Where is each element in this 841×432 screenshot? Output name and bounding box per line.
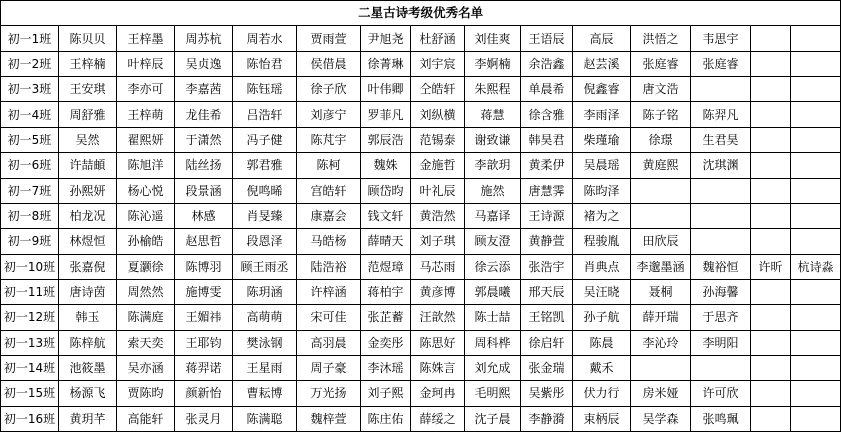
student-name-cell: 蒋慧: [465, 102, 521, 127]
student-name-cell: 李亦可: [117, 77, 175, 102]
student-name-cell: 范锡泰: [411, 127, 465, 152]
student-name-cell: 陈柯: [297, 153, 361, 178]
class-label: 初一2班: [1, 51, 59, 76]
table-row: [1, 178, 841, 203]
student-name-cell: [791, 26, 841, 51]
table-row: [1, 26, 841, 51]
student-name-cell: 陈钰瑶: [233, 77, 297, 102]
student-name-cell: 刘子琪: [411, 229, 465, 254]
student-name-cell: [751, 178, 791, 203]
student-name-cell: 王梓墨: [117, 26, 175, 51]
table-row: [1, 229, 841, 254]
student-name-cell: 陈怡君: [233, 51, 297, 76]
table-row: [1, 355, 841, 380]
student-name-cell: 刘允成: [465, 355, 521, 380]
student-name-cell: 王星雨: [233, 355, 297, 380]
class-label: 初一9班: [1, 229, 59, 254]
student-name-cell: 林感: [175, 203, 233, 228]
student-name-cell: 许喆頔: [59, 153, 117, 178]
class-label: 初一1班: [1, 26, 59, 51]
class-label: 初一12班: [1, 305, 59, 330]
student-name-cell: [791, 305, 841, 330]
student-name-cell: 束柄辰: [573, 406, 631, 431]
student-name-cell: [791, 381, 841, 406]
class-label: 初一5班: [1, 127, 59, 152]
student-name-cell: 许梓涵: [297, 279, 361, 304]
student-name-cell: 陈姝言: [411, 355, 465, 380]
class-label: 初一16班: [1, 406, 59, 431]
student-name-cell: 张浩宇: [521, 254, 573, 279]
student-name-cell: 陈芃宇: [297, 127, 361, 152]
student-name-cell: 肖典点: [573, 254, 631, 279]
student-name-cell: 黄柔伊: [521, 153, 573, 178]
student-name-cell: 陈博羽: [175, 254, 233, 279]
student-name-cell: 吴紫彤: [521, 381, 573, 406]
student-name-cell: 陈子铭: [631, 102, 691, 127]
student-name-cell: 柴瑾瑜: [573, 127, 631, 152]
table-row: [1, 51, 841, 76]
table-row: [1, 153, 841, 178]
student-name-cell: 吴然: [59, 127, 117, 152]
student-name-cell: 周苏杭: [175, 26, 233, 51]
student-name-cell: 唐诗茵: [59, 279, 117, 304]
student-name-cell: 顾友澄: [465, 229, 521, 254]
student-name-cell: 吴学森: [631, 406, 691, 431]
student-name-cell: 段景涵: [175, 178, 233, 203]
student-name-cell: 陈昀泽: [573, 178, 631, 203]
student-name-cell: [791, 153, 841, 178]
student-name-cell: 钱文轩: [361, 203, 411, 228]
student-name-cell: [791, 330, 841, 355]
student-name-cell: 张庭睿: [691, 51, 751, 76]
student-name-cell: [791, 51, 841, 76]
student-name-cell: [751, 77, 791, 102]
student-name-cell: [791, 355, 841, 380]
student-name-cell: 夏灏徐: [117, 254, 175, 279]
student-name-cell: 周然然: [117, 279, 175, 304]
student-name-cell: 王安琪: [59, 77, 117, 102]
student-name-cell: 陈贝贝: [59, 26, 117, 51]
student-name-cell: 马皓杨: [297, 229, 361, 254]
student-name-cell: 汪歆然: [411, 305, 465, 330]
student-name-cell: [691, 178, 751, 203]
student-name-cell: 徐启轩: [521, 330, 573, 355]
student-name-cell: 周若水: [233, 26, 297, 51]
student-name-cell: [751, 305, 791, 330]
student-name-cell: 张灵月: [175, 406, 233, 431]
student-name-cell: 徐璟: [631, 127, 691, 152]
class-label: 初一8班: [1, 203, 59, 228]
student-name-cell: 陈满庭: [117, 305, 175, 330]
student-name-cell: [791, 178, 841, 203]
class-label: 初一4班: [1, 102, 59, 127]
student-name-cell: 康嘉会: [297, 203, 361, 228]
student-name-cell: 倪鸣晞: [233, 178, 297, 203]
student-name-cell: 李婀楠: [465, 51, 521, 76]
student-name-cell: 金珂冉: [411, 381, 465, 406]
student-name-cell: 褚为之: [573, 203, 631, 228]
class-label: 初一7班: [1, 178, 59, 203]
student-name-cell: 柏龙况: [59, 203, 117, 228]
student-name-cell: [791, 77, 841, 102]
student-name-cell: 刘彦宁: [297, 102, 361, 127]
student-name-cell: [691, 77, 751, 102]
student-name-cell: 吕浩轩: [233, 102, 297, 127]
student-name-cell: [751, 381, 791, 406]
class-label: 初一13班: [1, 330, 59, 355]
student-name-cell: 贾雨萱: [297, 26, 361, 51]
student-name-cell: 索天奕: [117, 330, 175, 355]
student-name-cell: 毛明熙: [465, 381, 521, 406]
table-row: [1, 381, 841, 406]
student-name-cell: 唐文浩: [631, 77, 691, 102]
student-name-cell: 李歆玥: [465, 153, 521, 178]
student-name-cell: [751, 406, 791, 431]
student-name-cell: 魏梓萱: [297, 406, 361, 431]
student-name-cell: 李沐瑶: [361, 355, 411, 380]
student-name-cell: 陈旭洋: [117, 153, 175, 178]
student-name-cell: 万光扬: [297, 381, 361, 406]
student-name-cell: 戴禾: [573, 355, 631, 380]
student-name-cell: 肖旻臻: [233, 203, 297, 228]
student-name-cell: 孙子航: [573, 305, 631, 330]
student-name-cell: 郭辰浩: [361, 127, 411, 152]
class-label: 初一10班: [1, 254, 59, 279]
student-name-cell: 高萌萌: [233, 305, 297, 330]
student-name-cell: 陈沁遥: [117, 203, 175, 228]
student-name-cell: 孙海馨: [691, 279, 751, 304]
student-name-cell: 冯子健: [233, 127, 297, 152]
student-name-cell: 徐含雅: [521, 102, 573, 127]
student-name-cell: 宫皓轩: [297, 178, 361, 203]
student-name-cell: [751, 26, 791, 51]
student-name-cell: 林煜恒: [59, 229, 117, 254]
student-name-cell: 王诗源: [521, 203, 573, 228]
student-name-cell: 李雨泽: [573, 102, 631, 127]
student-name-cell: 王铭凯: [521, 305, 573, 330]
student-name-cell: 许可欣: [691, 381, 751, 406]
student-name-cell: 田欣辰: [631, 229, 691, 254]
student-name-cell: [751, 355, 791, 380]
student-name-cell: [751, 279, 791, 304]
student-name-cell: 程骏胤: [573, 229, 631, 254]
student-name-cell: [791, 406, 841, 431]
student-name-cell: 徐子欣: [297, 77, 361, 102]
student-name-cell: 吴晨瑶: [573, 153, 631, 178]
student-name-cell: 许昕: [751, 254, 791, 279]
student-name-cell: 高辰: [573, 26, 631, 51]
student-name-cell: [791, 279, 841, 304]
student-name-cell: 蒋羿诺: [175, 355, 233, 380]
student-name-cell: 刘子熙: [361, 381, 411, 406]
student-name-cell: 尹旭尧: [361, 26, 411, 51]
table-row: [1, 127, 841, 152]
student-name-cell: 张嘉倪: [59, 254, 117, 279]
class-label: 初一3班: [1, 77, 59, 102]
student-name-cell: 陈梓航: [59, 330, 117, 355]
student-name-cell: 韩玉: [59, 305, 117, 330]
student-name-cell: 金施哲: [411, 153, 465, 178]
student-name-cell: 陈满聪: [233, 406, 297, 431]
student-name-cell: [631, 178, 691, 203]
student-name-cell: 聂桐: [631, 279, 691, 304]
student-name-cell: 王媚祎: [175, 305, 233, 330]
student-name-cell: 李嘉茜: [175, 77, 233, 102]
student-name-cell: 高羽晨: [297, 330, 361, 355]
student-name-cell: 周子豪: [297, 355, 361, 380]
student-name-cell: 杨心悦: [117, 178, 175, 203]
student-name-cell: [691, 229, 751, 254]
student-name-cell: 王耶钧: [175, 330, 233, 355]
student-name-cell: 陈玥涵: [233, 279, 297, 304]
table-row: [1, 305, 841, 330]
student-name-cell: 韩昊君: [521, 127, 573, 152]
student-name-cell: 马芯雨: [411, 254, 465, 279]
student-name-cell: 倪鑫睿: [573, 77, 631, 102]
student-name-cell: 叶梓辰: [117, 51, 175, 76]
student-name-cell: [791, 102, 841, 127]
student-name-cell: 王梓萌: [117, 102, 175, 127]
table-row: [1, 406, 841, 431]
table-row: [1, 330, 841, 355]
student-name-cell: 周舒雅: [59, 102, 117, 127]
student-name-cell: 魏裕恒: [691, 254, 751, 279]
student-name-cell: 于思齐: [691, 305, 751, 330]
student-name-cell: 刘佳爽: [465, 26, 521, 51]
student-name-cell: 施博雯: [175, 279, 233, 304]
student-name-cell: 叶礼辰: [411, 178, 465, 203]
student-name-cell: 叶伟卿: [361, 77, 411, 102]
student-name-cell: 杜舒涵: [411, 26, 465, 51]
student-name-cell: [791, 229, 841, 254]
student-name-cell: [751, 51, 791, 76]
student-name-cell: 侯借晨: [297, 51, 361, 76]
student-name-cell: 王梓楠: [59, 51, 117, 76]
table-row: [1, 102, 841, 127]
student-name-cell: [751, 102, 791, 127]
student-name-cell: 赵芸溪: [573, 51, 631, 76]
student-name-cell: 颜新怡: [175, 381, 233, 406]
student-name-cell: 李静漪: [521, 406, 573, 431]
student-name-cell: 张金瑞: [521, 355, 573, 380]
student-name-cell: 朱熙程: [465, 77, 521, 102]
student-name-cell: 周科桦: [465, 330, 521, 355]
student-name-cell: 陆浩裕: [297, 254, 361, 279]
student-name-cell: 徐云添: [465, 254, 521, 279]
student-name-cell: 张芷蓄: [361, 305, 411, 330]
student-name-cell: 仝皓轩: [411, 77, 465, 102]
student-name-cell: 邢天辰: [521, 279, 573, 304]
student-name-cell: 黄庭熙: [631, 153, 691, 178]
student-name-cell: 伏力行: [573, 381, 631, 406]
student-name-cell: 魏姝: [361, 153, 411, 178]
student-name-cell: 余浩鑫: [521, 51, 573, 76]
student-name-cell: [631, 355, 691, 380]
table-row: [1, 254, 841, 279]
student-name-cell: 蒋柏宇: [361, 279, 411, 304]
student-name-cell: 薛绥之: [411, 406, 465, 431]
student-name-cell: 孙榆皓: [117, 229, 175, 254]
student-name-cell: 杭诗淼: [791, 254, 841, 279]
student-name-cell: 范煜璋: [361, 254, 411, 279]
student-name-cell: [751, 330, 791, 355]
student-name-cell: 李明阳: [691, 330, 751, 355]
student-name-cell: 龙佳希: [175, 102, 233, 127]
student-name-cell: 黄彦博: [411, 279, 465, 304]
student-name-cell: 陈士喆: [465, 305, 521, 330]
student-name-cell: 吴亦涵: [117, 355, 175, 380]
student-name-cell: 王语辰: [521, 26, 573, 51]
student-name-cell: 徐菁琳: [361, 51, 411, 76]
table-row: [1, 203, 841, 228]
student-name-cell: 陆丝扬: [175, 153, 233, 178]
student-name-cell: 刘纵横: [411, 102, 465, 127]
student-name-cell: 单晨希: [521, 77, 573, 102]
student-name-cell: 陈庄佑: [361, 406, 411, 431]
student-name-cell: [751, 153, 791, 178]
student-name-cell: [751, 229, 791, 254]
student-name-cell: 杨源飞: [59, 381, 117, 406]
class-label: 初一6班: [1, 153, 59, 178]
student-name-cell: 宋可佳: [297, 305, 361, 330]
table-row: [1, 279, 841, 304]
student-name-cell: 陈羿凡: [691, 102, 751, 127]
student-name-cell: [791, 127, 841, 152]
student-name-cell: 贾陈昀: [117, 381, 175, 406]
student-name-cell: 池筱墨: [59, 355, 117, 380]
student-name-cell: 高能轩: [117, 406, 175, 431]
class-label: 初一11班: [1, 279, 59, 304]
student-name-cell: 吴汪晓: [573, 279, 631, 304]
student-name-cell: 沈琪渊: [691, 153, 751, 178]
student-name-cell: [691, 355, 751, 380]
student-name-cell: 张庭睿: [631, 51, 691, 76]
student-name-cell: 顾岱昀: [361, 178, 411, 203]
student-name-cell: [751, 127, 791, 152]
student-name-cell: 谢致谦: [465, 127, 521, 152]
student-name-cell: 顾王雨丞: [233, 254, 297, 279]
student-name-cell: 段恩泽: [233, 229, 297, 254]
student-name-cell: 孙熙妍: [59, 178, 117, 203]
student-name-cell: 黄玥芊: [59, 406, 117, 431]
class-label: 初一14班: [1, 355, 59, 380]
page-title: 二星古诗考级优秀名单: [1, 1, 841, 26]
student-name-cell: [751, 203, 791, 228]
student-name-cell: 张鸣珮: [691, 406, 751, 431]
student-name-cell: 赵思哲: [175, 229, 233, 254]
student-name-cell: 罗菲凡: [361, 102, 411, 127]
student-name-cell: 樊泳钢: [233, 330, 297, 355]
student-name-cell: 刘宇宸: [411, 51, 465, 76]
student-name-cell: 薛开瑞: [631, 305, 691, 330]
student-name-cell: 陈思好: [411, 330, 465, 355]
student-name-cell: 沈子晨: [465, 406, 521, 431]
student-name-cell: 郭君雅: [233, 153, 297, 178]
student-name-cell: 房米娅: [631, 381, 691, 406]
student-name-cell: 曹耘博: [233, 381, 297, 406]
student-name-cell: 唐慧霁: [521, 178, 573, 203]
student-name-cell: 马嘉译: [465, 203, 521, 228]
student-name-cell: 韦思宇: [691, 26, 751, 51]
student-name-cell: 李沁玲: [631, 330, 691, 355]
class-label: 初一15班: [1, 381, 59, 406]
student-name-cell: 施然: [465, 178, 521, 203]
student-name-cell: 翟熙妍: [117, 127, 175, 152]
table-row: [1, 77, 841, 102]
student-name-cell: 李邈墨涵: [631, 254, 691, 279]
student-name-cell: 金奕彤: [361, 330, 411, 355]
student-name-cell: 于潇然: [175, 127, 233, 152]
student-name-cell: 黄浩然: [411, 203, 465, 228]
student-name-cell: 陈晨: [573, 330, 631, 355]
student-name-cell: 薛晴天: [361, 229, 411, 254]
student-name-cell: 生君昊: [691, 127, 751, 152]
student-name-cell: 吴贞逸: [175, 51, 233, 76]
student-name-cell: 郭晨曦: [465, 279, 521, 304]
student-name-cell: 黄静萱: [521, 229, 573, 254]
student-name-cell: [631, 203, 691, 228]
student-name-cell: [791, 203, 841, 228]
student-name-cell: 洪悟之: [631, 26, 691, 51]
student-name-cell: [691, 203, 751, 228]
